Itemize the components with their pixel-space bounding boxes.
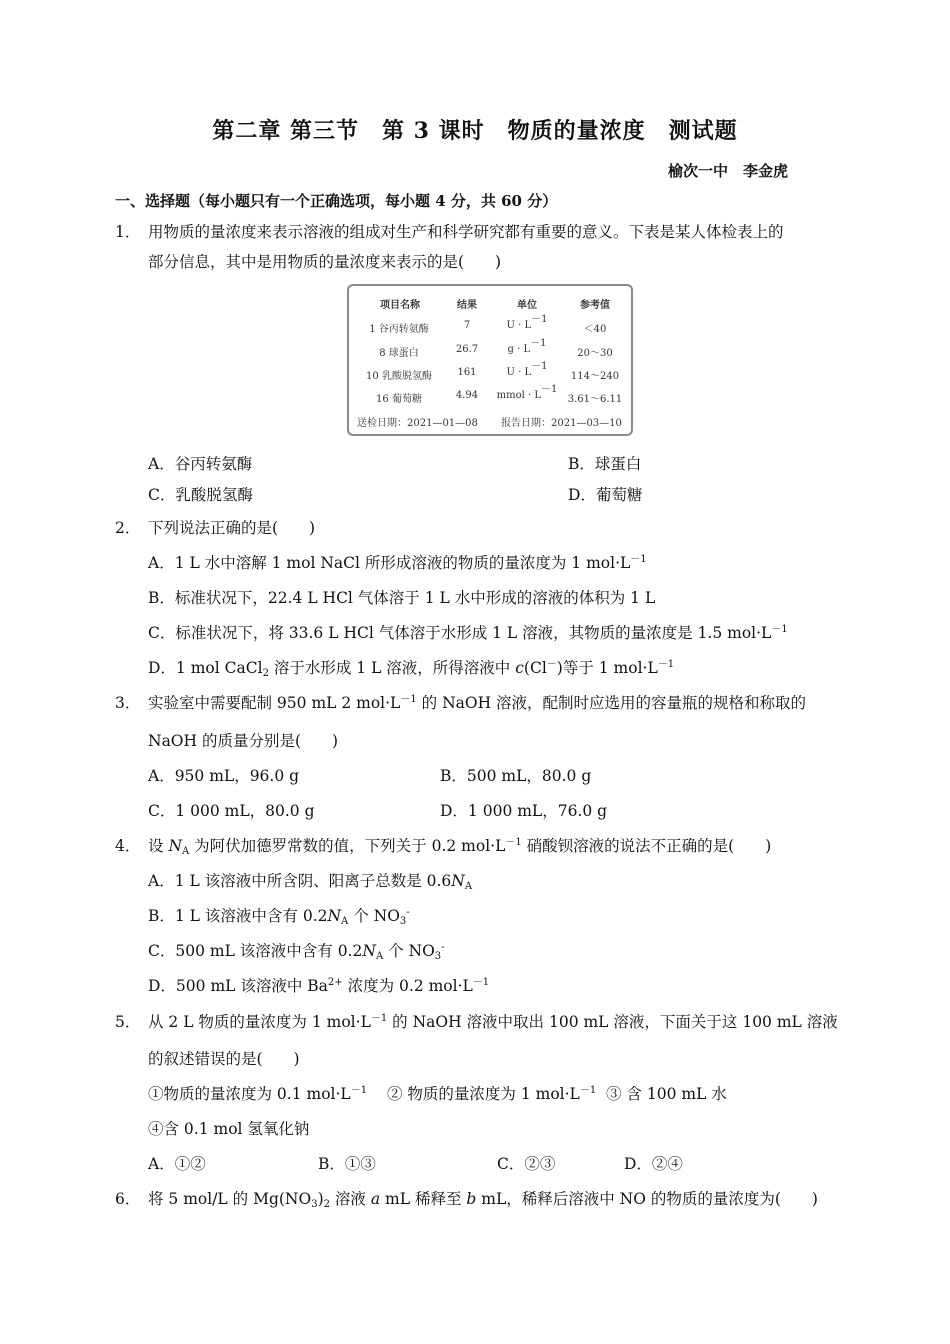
- table-footer-right: 报告日期：2021—03—10: [501, 418, 622, 429]
- question-text: 将 5 mol/L 的 $Mg(NO_3)_2$ 溶液 a mL 稀释至 b mL，稀释后溶液中 NO 的物质的量浓度为( ): [148, 1190, 818, 1210]
- statement-3: ③ 含 100 mL 水: [606, 1085, 727, 1103]
- option-a: A．①②: [148, 1155, 206, 1173]
- option-a: A．1 L 水中溶解 1 mol NaCl 所形成溶液的物质的量浓度为 1 $mol\cdot L^{-1}$: [148, 554, 647, 572]
- question-text: 实验室中需要配制 950 mL 2 $mol\cdot L^{-1}$ 的 NaOH 溶液，配制时应选用的容量瓶的规格和称取的: [148, 694, 807, 712]
- question-text: 下列说法正确的是( ): [148, 519, 316, 537]
- statement-2: ② 物质的量浓度为 1 $mol\cdot L^{-1}$: [387, 1085, 597, 1103]
- option-c: C．②③: [497, 1155, 556, 1173]
- table-header: 结果: [457, 300, 477, 311]
- question-number: 2．: [115, 519, 141, 537]
- table-header: 项目名称: [380, 300, 420, 311]
- table-cell: 7: [463, 320, 471, 331]
- option-a: A．谷丙转氨酶: [148, 455, 253, 473]
- option-a: A．950 mL，96.0 g: [148, 767, 300, 785]
- option-d: D．1 000 mL，76.0 g: [440, 802, 608, 820]
- option-b: B．500 mL，80.0 g: [440, 767, 592, 785]
- option-d: D．1 mol CaCl$_2$ 溶于水形成 1 L 溶液，所得溶液中 c(Cl－)等于 1 $mol\cdot L^{-1}$: [148, 659, 675, 679]
- question-number: 4．: [115, 837, 141, 855]
- question-text: 用物质的量浓度来表示溶液的组成对生产和科学研究都有重要的意义。下表是某人体检表上的: [148, 223, 784, 241]
- option-d: D．②④: [624, 1155, 683, 1173]
- statement-1: ①物质的量浓度为 0.1 $mol\cdot L^{-1}$: [148, 1085, 368, 1103]
- table-cell: 3.61～6.11: [567, 394, 623, 405]
- question-number: 5．: [115, 1013, 141, 1031]
- option-d: D．葡萄糖: [568, 486, 643, 504]
- lab-report-table: [347, 284, 633, 436]
- option-b: B．标准状况下，22.4 L HCl 气体溶于 1 L 水中形成的溶液的体积为 1 L: [148, 589, 656, 607]
- question-text: 从 2 L 物质的量浓度为 1 $mol\cdot L^{-1}$ 的 NaOH 溶液中取出 100 mL 溶液，下面关于这 100 mL 溶液: [148, 1013, 838, 1031]
- table-cell: 1 谷丙转氨酶: [369, 324, 429, 335]
- table-cell: $g \cdot L^{-1}$: [507, 338, 547, 355]
- table-cell: $U \cdot L^{-1}$: [506, 361, 548, 378]
- page-title: 第二章 第三节 第 3 课时 物质的量浓度 测试题: [212, 118, 738, 144]
- option-c: C．1 000 mL，80.0 g: [148, 802, 315, 820]
- option-b: B．球蛋白: [568, 455, 642, 473]
- table-cell: 161: [457, 367, 477, 378]
- table-cell: 16 葡萄糖: [376, 394, 422, 405]
- option-b: B．①③: [318, 1155, 376, 1173]
- table-header: 参考值: [580, 300, 610, 311]
- table-cell: 10 乳酸脱氢酶: [366, 371, 432, 382]
- option-b: B．1 L 该溶液中含有 $0.2N_A$ 个 $NO_3^-$: [148, 907, 410, 927]
- question-number: 1．: [115, 223, 141, 241]
- option-c: C．标准状况下，将 33.6 L HCl 气体溶于水形成 1 L 溶液，其物质的量浓度是 1.5 $mol\cdot L^{-1}$: [148, 624, 788, 642]
- option-c: C．乳酸脱氢酶: [148, 486, 253, 504]
- table-cell: ＜40: [583, 324, 607, 335]
- table-cell: $U \cdot L^{-1}$: [506, 314, 548, 331]
- question-text: 部分信息，其中是用物质的量浓度来表示的是( ): [148, 253, 502, 271]
- question-text: NaOH 的质量分别是( ): [148, 732, 339, 750]
- table-cell: 26.7: [455, 344, 479, 355]
- table-cell: 8 球蛋白: [379, 348, 419, 359]
- statement-4: ④含 0.1 mol 氢氧化钠: [148, 1120, 310, 1138]
- question-number: 3．: [115, 694, 141, 712]
- section-heading: 一、选择题（每小题只有一个正确选项，每小题 4 分，共 60 分）: [115, 192, 558, 210]
- table-cell: 20～30: [577, 348, 613, 359]
- table-cell: 114～240: [570, 371, 620, 382]
- question-text: 的叙述错误的是( ): [148, 1050, 300, 1068]
- table-cell: mmol · $L^{-1}$: [496, 384, 558, 401]
- question-text: 设 $N_A$ 为阿伏加德罗常数的值，下列关于 0.2 $mol\cdot L^{-1}$ 硝酸钡溶液的说法不正确的是( ): [148, 837, 772, 857]
- table-header: 单位: [517, 300, 537, 311]
- option-a: A．1 L 该溶液中所含阴、阳离子总数是 $0.6N_A$: [148, 872, 473, 892]
- question-number: 6．: [115, 1190, 141, 1208]
- table-cell: 4.94: [455, 390, 479, 401]
- author: 榆次一中 李金虎: [668, 162, 789, 180]
- option-d: D．500 mL 该溶液中 $Ba^{2+}$ 浓度为 0.2 $mol\cdot L^{-1}$: [148, 977, 490, 995]
- option-c: C．500 mL 该溶液中含有 $0.2N_A$ 个 $NO_3^-$: [148, 942, 445, 962]
- table-footer-left: 送检日期：2021—01—08: [357, 418, 478, 429]
